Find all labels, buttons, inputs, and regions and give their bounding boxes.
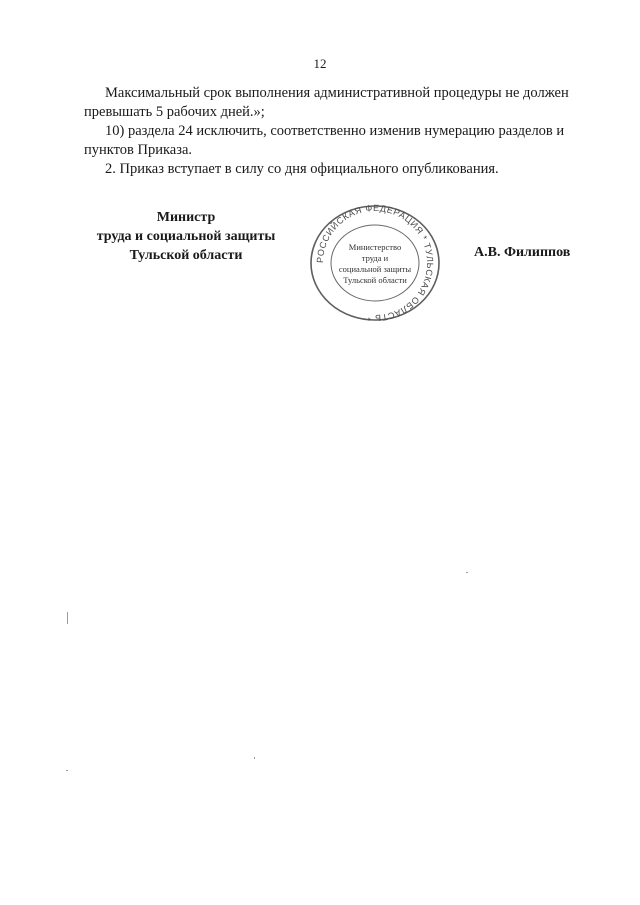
page-number: 12	[313, 56, 327, 71]
scan-speck	[66, 770, 68, 771]
paragraph-line: 2. Приказ вступает в силу со дня официального опубликования.	[105, 161, 499, 177]
paragraph-line: Максимальный срок выполнения административной процедуры не должен	[105, 85, 569, 101]
seal-inner-ring	[331, 225, 419, 301]
signatory-name: А.В. Филиппов	[474, 245, 571, 260]
signatory-title-line: Министр	[156, 210, 216, 225]
seal-center-line: Министерство	[348, 242, 402, 252]
official-seal	[306, 203, 444, 323]
signatory-title	[82, 208, 290, 265]
signatory-title-line: труда и социальной защиты	[96, 229, 276, 244]
seal-center-line: социальной защиты	[338, 264, 412, 274]
seal-center-line: труда и	[361, 253, 389, 263]
scan-speck	[254, 757, 255, 759]
seal-center-line: Тульской области	[343, 275, 407, 285]
seal-ring-textpath: РОССИЙСКАЯ ФЕДЕРАЦИЯ * ТУЛЬСКАЯ ОБЛАСТЬ *	[314, 203, 436, 323]
signatory-title-line: Тульской области	[129, 248, 243, 263]
document-body	[84, 84, 598, 179]
scan-speck	[67, 612, 68, 624]
scan-speck	[466, 572, 468, 573]
paragraph-line: превышать 5 рабочих дней.»;	[84, 104, 265, 120]
paragraph-line: пунктов Приказа.	[84, 142, 193, 158]
paragraph-line: 10) раздела 24 исключить, соответственно изменив нумерацию разделов и	[105, 123, 565, 139]
